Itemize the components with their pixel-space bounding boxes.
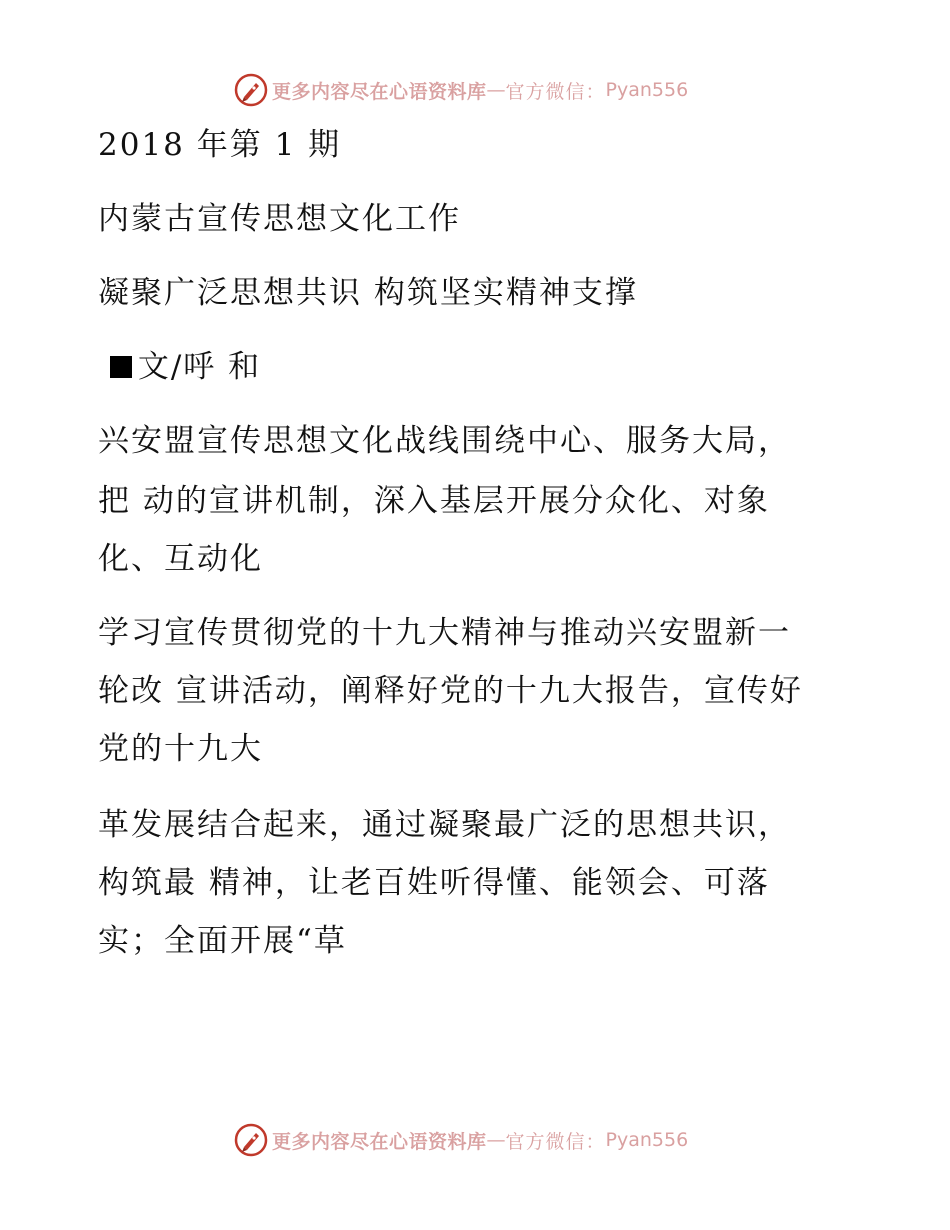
paragraph-3-line-3: 实；全面开展“草: [98, 923, 347, 959]
paragraph-1-line-3: 化、互动化: [98, 541, 263, 577]
paragraph-1-line-2: 把 动的宣讲机制，深入基层开展分众化、对象: [98, 483, 770, 519]
paragraph-3-line-1: 革发展结合起来，通过凝聚最广泛的思想共识，: [98, 807, 791, 843]
watermark-dash: —: [486, 79, 506, 101]
watermark-site-text: 更多内容尽在心语资料库: [272, 80, 487, 103]
column-title: 内蒙古宣传思想文化工作: [98, 201, 461, 237]
watermark-wechat-label: 官方微信：: [505, 1130, 606, 1153]
black-square-icon: [110, 356, 132, 378]
headline: 凝聚广泛思想共识 构筑坚实精神支撑: [98, 275, 638, 311]
watermark-wechat-id: Pyan556: [605, 1129, 689, 1151]
pen-nib-logo-icon: [234, 1123, 268, 1157]
pen-nib-logo-icon: [234, 73, 268, 107]
paragraph-2-line-3: 党的十九大: [98, 731, 263, 767]
watermark-site-text: 更多内容尽在心语资料库: [272, 1130, 487, 1153]
issue-line: 2018 年第 1 期: [98, 127, 342, 163]
byline-text: 文/呼 和: [137, 349, 262, 385]
paragraph-1-line-1: 兴安盟宣传思想文化战线围绕中心、服务大局，: [98, 423, 791, 459]
top-watermark: [234, 72, 688, 108]
watermark-wechat-id: Pyan556: [605, 79, 689, 101]
paragraph-2-line-2: 轮改 宣讲活动，阐释好党的十九大报告，宣传好: [98, 673, 803, 709]
byline: [98, 348, 261, 386]
watermark-wechat-label: 官方微信：: [505, 80, 606, 103]
paragraph-2-line-1: 学习宣传贯彻党的十九大精神与推动兴安盟新一: [98, 615, 791, 651]
bottom-watermark: [234, 1122, 688, 1158]
watermark-dash: —: [486, 1129, 506, 1151]
paragraph-3-line-2: 构筑最 精神，让老百姓听得懂、能领会、可落: [98, 865, 770, 901]
